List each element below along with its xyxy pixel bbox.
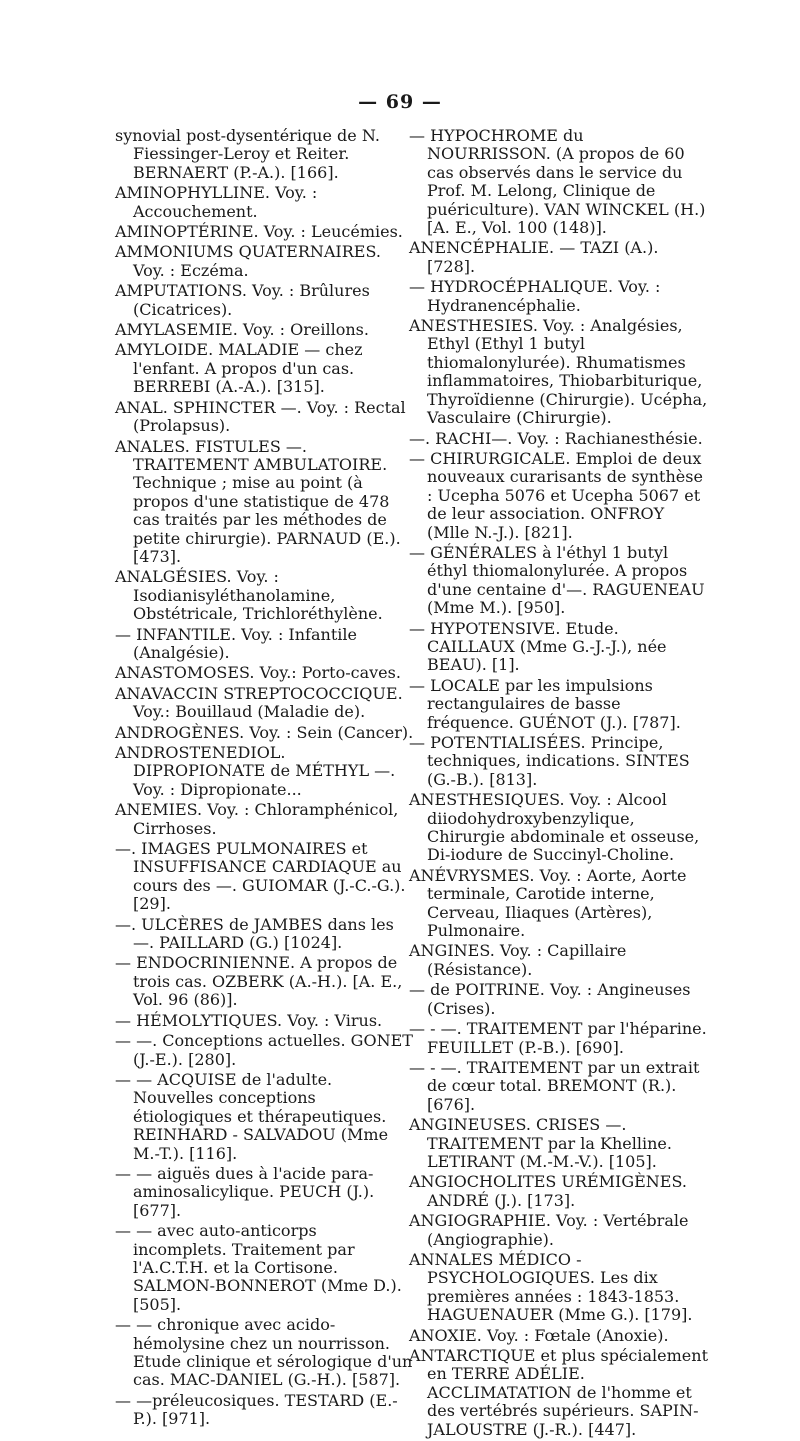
- index-entry: — LOCALE par les impulsions rectangulaires de basse fréquence. GUÉNOT (J.). [787].: [409, 675, 681, 732]
- index-entry: ANDROGÈNES. Voy. : Sein (Cancer).: [115, 722, 414, 742]
- index-entry: — — aiguës dues à l'acide para-aminosalicylique. PEUCH (J.). [677].: [115, 1163, 375, 1220]
- index-entry: ANNALES MÉDICO - PSYCHOLOGIQUES. Les dix premières années : 1843-1853. HAGUENAUER (Mme G.). [179].: [409, 1249, 693, 1325]
- index-entry: AMMONIUMS QUATERNAIRES. Voy. : Eczéma.: [115, 242, 381, 280]
- index-entry: —. IMAGES PULMONAIRES et INSUFFISANCE CARDIAQUE au cours des —. GUIOMAR (J.-C.-G.). [29].: [115, 839, 406, 914]
- index-entry: — HYPOTENSIVE. Etude. CAILLAUX (Mme G.-J.-J.), née BEAU). [1].: [409, 618, 667, 675]
- right-column: [409, 127, 709, 1441]
- index-entry: ANENCÉPHALIE. — TAZI (A.). [728].: [409, 238, 659, 276]
- index-entry: — POTENTIALISÉES. Principe, techniques, indications. SINTES (G.-B.). [813].: [409, 733, 690, 789]
- index-entry: ANGIOGRAPHIE. Voy. : Vertébrale (Angiographie).: [409, 1211, 689, 1249]
- left-column: [115, 127, 415, 1431]
- index-entry: — — avec auto-anticorps incomplets. Traitement par l'A.C.T.H. et la Cortisone. SALMON-BONNEROT (Mme D.). [505].: [115, 1221, 402, 1314]
- index-entry: ANTARCTIQUE et plus spécialement en TERRE ADÉLIE. ACCLIMATATION de l'homme et des vertébrés supérieurs. SAPIN-JALOUSTRE (J.-R.). [447].: [409, 1346, 708, 1439]
- index-entry: — ENDOCRINIENNE. A propos de trois cas. OZBERK (A.-H.). [A. E., Vol. 96 (86)].: [115, 953, 403, 1010]
- index-entry: ANGIOCHOLITES URÉMIGÈNES. ANDRÉ (J.). [173].: [409, 1172, 687, 1210]
- index-entry: ANDROSTENEDIOL. DIPROPIONATE de MÉTHYL —. Voy. : Dipropionate...: [115, 743, 396, 799]
- index-entry: — —. Conceptions actuelles. GONET (J.-E.). [280].: [115, 1031, 413, 1069]
- index-entry: — - —. TRAITEMENT par un extrait de cœur total. BREMONT (R.). [676].: [409, 1057, 700, 1114]
- index-entry: ANAL. SPHINCTER —. Voy. : Rectal (Prolapsus).: [115, 397, 406, 436]
- index-entry: — CHIRURGICALE. Emploi de deux nouveaux curarisants de synthèse : Ucepha 5076 et Ucepha 5067 et de leur association. ONFROY (Mlle N.-J.). [821].: [409, 448, 703, 542]
- index-entry: ANESTHESIES. Voy. : Analgésies, Ethyl (Ethyl 1 butyl thiomalonylurée). Rhumatismes inflammatoires, Thiobarbiturique, Thyroïdienne (Chirurgie). Ucépha, Vasculaire (Chirurgie).: [409, 316, 708, 428]
- index-entry: —. ULCÈRES de JAMBES dans les —. PAILLARD (G.) [1024].: [115, 914, 394, 953]
- index-entry: ANOXIE. Voy. : Fœtale (Anoxie).: [409, 1325, 669, 1345]
- page-number: — 69 —: [358, 91, 442, 113]
- index-entry: — HÉMOLYTIQUES. Voy. : Virus.: [115, 1010, 383, 1030]
- index-entry: — de POITRINE. Voy. : Angineuses (Crises).: [409, 980, 691, 1018]
- index-entry: — HYPOCHROME du NOURRISSON. (A propos de 60 cas observés dans le service du Prof. M. Lelong, Clinique de puériculture). VAN WINCKEL (H.) [A. E., Vol. 100 (148)].: [409, 126, 706, 238]
- index-entry: ANASTOMOSES. Voy.: Porto-caves.: [115, 663, 401, 683]
- index-entry: — GÉNÉRALES à l'éthyl 1 butyl éthyl thiomalonylurée. A propos d'une centaine d'—. RAGUENEAU (Mme M.). [950].: [409, 542, 705, 618]
- index-entry: — HYDROCÉPHALIQUE. Voy. : Hydranencéphalie.: [409, 277, 661, 315]
- index-entry: AMINOPHYLLINE. Voy. : Accouchement.: [115, 183, 318, 221]
- index-entry: ANAVACCIN STREPTOCOCCIQUE. Voy.: Bouillaud (Maladie de).: [115, 683, 403, 722]
- index-entry: ANGINES. Voy. : Capillaire (Résistance).: [409, 941, 627, 979]
- index-entry: AMYLASEMIE. Voy. : Oreillons.: [115, 320, 369, 340]
- index-entry: AMYLOIDE. MALADIE — chez l'enfant. A propos d'un cas. BERREBI (A.-A.). [315].: [115, 340, 363, 397]
- index-entry: ANÉVRYSMES. Voy. : Aorte, Aorte terminale, Carotide interne, Cerveau, Iliaques (Artères), Pulmonaire.: [409, 865, 687, 941]
- index-entry: AMINOPTÉRINE. Voy. : Leucémies.: [115, 222, 403, 242]
- index-entry: — —préleucosiques. TESTARD (E.-P.). [971].: [115, 1390, 398, 1429]
- index-entry: AMPUTATIONS. Voy. : Brûlures (Cicatrices).: [115, 281, 370, 319]
- index-entry: — — ACQUISE de l'adulte. Nouvelles conceptions étiologiques et thérapeutiques. REINHARD - SALVADOU (Mme M.-T.). [116].: [115, 1069, 389, 1163]
- index-entry: ANALGÉSIES. Voy. : Isodianisyléthanolamine, Obstétricale, Trichloréthylène.: [115, 567, 383, 624]
- index-entry: ANGINEUSES. CRISES —. TRAITEMENT par la Khelline. LETIRANT (M.-M.-V.). [105].: [409, 1115, 672, 1171]
- index-entry: ANEMIES. Voy. : Chloramphénicol, Cirrhoses.: [115, 800, 399, 838]
- index-entry: — INFANTILE. Voy. : Infantile (Analgésie).: [115, 624, 357, 662]
- index-entry: — — chronique avec acido-hémolysine chez un nourrisson. Etude clinique et sérologique d'un cas. MAC-DANIEL (G.-H.). [587].: [115, 1315, 413, 1390]
- index-entry: synovial post-dysentérique de N. Fiessinger-Leroy et Reiter. BERNAERT (P.-A.). [166].: [115, 126, 380, 182]
- index-entry: —. RACHI—. Voy. : Rachianesthésie.: [409, 428, 703, 448]
- index-entry: ANESTHESIQUES. Voy. : Alcool diiodohydroxybenzylique, Chirurgie abdominale et osseuse, Di-iodure de Succinyl-Choline.: [409, 790, 700, 865]
- index-entry: — - —. TRAITEMENT par l'héparine. FEUILLET (P.-B.). [690].: [409, 1019, 707, 1057]
- index-entry: ANALES. FISTULES —. TRAITEMENT AMBULATOIRE. Technique ; mise au point (à propos d'une statistique de 478 cas traités par les méthodes de petite chirurgie). PARNAUD (E.). [473].: [115, 436, 401, 566]
